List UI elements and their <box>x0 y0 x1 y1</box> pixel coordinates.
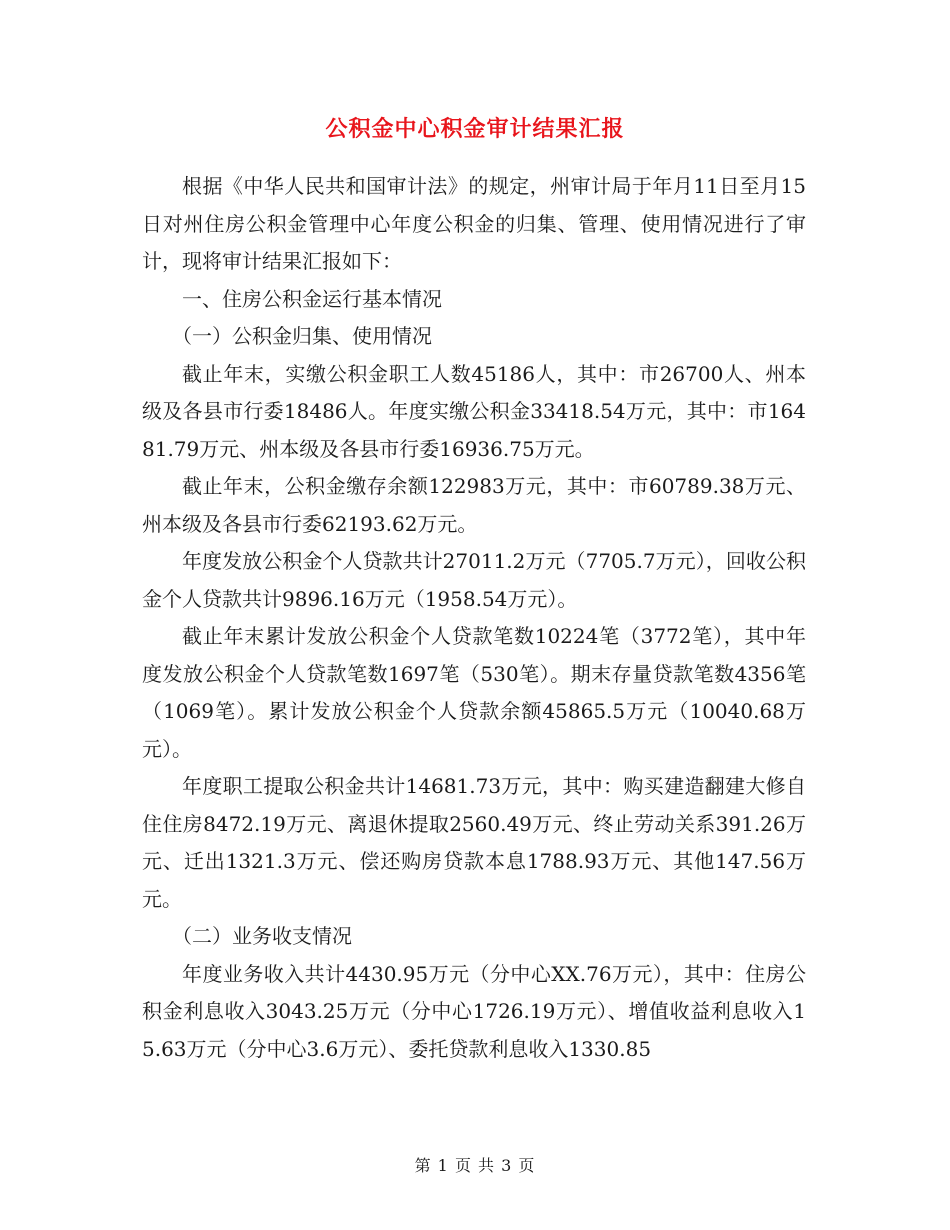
subsection-heading: （二）业务收支情况 <box>172 924 352 948</box>
body-paragraph: 根据《中华人民共和国审计法》的规定，州审计局于年月11日至月15日对州住房公积金管理中心年度公积金的归集、管理、使用情况进行了审计，现将审计结果汇报如下： <box>142 174 806 273</box>
body-paragraph: 年度发放公积金个人贷款共计27011.2万元（7705.7万元），回收公积金个人贷款共计9896.16万元（1958.54万元）。 <box>142 549 806 611</box>
page-number-footer: 第 1 页 共 3 页 <box>414 1156 536 1175</box>
body-paragraph: 截止年末，公积金缴存余额122983万元，其中：市60789.38万元、州本级及各县市行委62193.62万元。 <box>142 474 806 536</box>
document-title: 公积金中心积金审计结果汇报 <box>325 117 625 142</box>
body-paragraph: 截止年末累计发放公积金个人贷款笔数10224笔（3772笔），其中年度发放公积金个人贷款笔数1697笔（530笔）。期末存量贷款笔数4356笔（1069笔）。累计发放公积金个人贷款余额45865.5万元（10040.68万元）。 <box>142 624 806 761</box>
document-body <box>142 168 806 1068</box>
body-paragraph: 截止年末，实缴公积金职工人数45186人，其中：市26700人、州本级及各县市行委18486人。年度实缴公积金33418.54万元，其中：市16481.79万元、州本级及各县市行委16936.75万元。 <box>142 361 806 461</box>
section-heading: 一、住房公积金运行基本情况 <box>182 286 442 311</box>
body-paragraph: 年度业务收入共计4430.95万元（分中心XX.76万元），其中：住房公积金利息收入3043.25万元（分中心1726.19万元）、增值收益利息收入15.63万元（分中心3.6万元）、委托贷款利息收入1330.85 <box>142 961 806 1061</box>
subsection-heading: （一）公积金归集、使用情况 <box>172 324 432 348</box>
body-paragraph: 年度职工提取公积金共计14681.73万元，其中：购买建造翻建大修自住住房8472.19万元、离退休提取2560.49万元、终止劳动关系391.26万元、迁出1321.3万元、偿还购房贷款本息1788.93万元、其他147.56万元。 <box>142 774 806 911</box>
